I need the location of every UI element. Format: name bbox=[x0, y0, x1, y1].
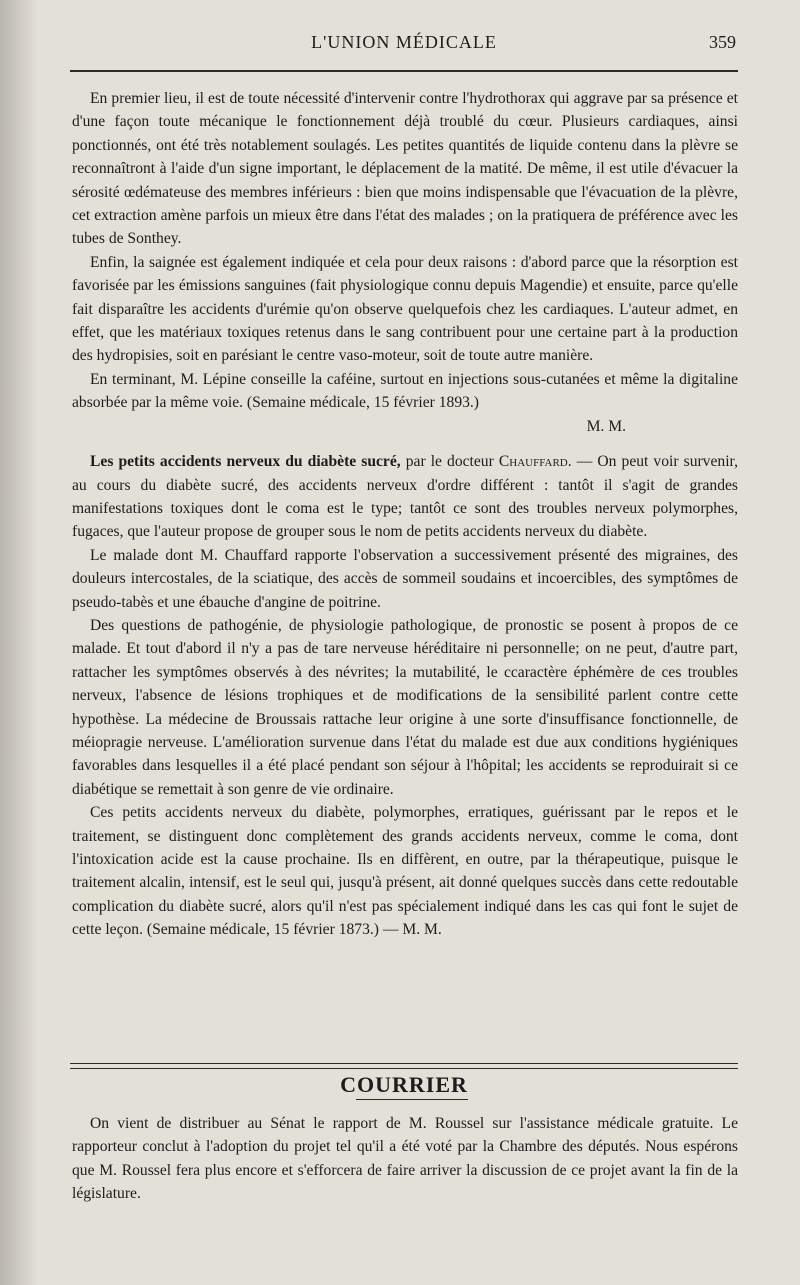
title-underline bbox=[356, 1099, 468, 1100]
paragraph: Des questions de pathogénie, de physiologie pathologique, de pronostic se posent à propos de ce malade. Et tout d'abord il n'y a pas de tare nerveuse héréditaire ni personnelle; on ne peut, d'autre part, rattacher les symptômes observés à des névrites; la mutabilité, le ccaractère éphémère de ces troubles nerveux, l'absence de lésions trophiques et de modifications de la sensibilité parlent contre cette hypothèse. La médecine de Broussais rattache leur origine à une sorte d'insuffisance fonctionnelle, de méiopragie nerveuse. L'amélioration survenue dans l'état du malade est due aux conditions hygiéniques favorables dans lesquelles il a été placé pendant son séjour à l'hôpital; les accidents se reproduirait si ce diabétique se remettait à son genre de vie ordinaire. bbox=[72, 616, 738, 798]
paragraph: Enfin, la saignée est également indiquée et cela pour deux raisons : d'abord parce que la résorption est favorisée par les émissions sanguines (fait physiologique connu depuis Magendie) et ensuite, parce qu'elle fait disparaître les accidents d'urémie qu'on observe quelquefois chez les cardiaques. L'auteur admet, en effet, que les matériaux toxiques retenus dans le sang contribuent pour une certaine part à la production des hydropisies, soit en parésiant le centre vaso-moteur, soit de toute autre manière. bbox=[72, 253, 738, 365]
paragraph: En premier lieu, il est de toute nécessité d'intervenir contre l'hydrothorax qui aggrave par sa présence et d'une façon toute mécanique le fonctionnement déjà troublé du cœur. Plusieurs cardiaques, ainsi ponctionnés, ont été très notablement soulagés. Les petites quantités de liquide contenu dans la plèvre se reconnaîtront à l'aide d'un signe important, le déplacement de la matité. De même, il est utile d'évacuer la sérosité œdémateuse des membres inférieurs : bien que moins indispensable que l'évacuation de la plèvre, cet extraction amène parfois un mieux être dans l'état des malades ; on la pratiquera de préférence avec les tubes de Sonthey. bbox=[72, 90, 738, 248]
binding-shadow bbox=[0, 0, 38, 1285]
article-run-in-title: Les petits accidents nerveux du diabète sucré, bbox=[90, 453, 401, 471]
signature: M. M. bbox=[586, 417, 626, 435]
author-name: Chauffard. bbox=[498, 453, 572, 471]
article-lead-paragraph bbox=[72, 450, 738, 544]
page-number: 359 bbox=[709, 32, 736, 52]
section-divider bbox=[70, 1063, 738, 1069]
paragraph: On vient de distribuer au Sénat le rapport de M. Roussel sur l'assistance médicale gratuite. Le rapporteur conclut à l'adoption du projet tel qu'il a été voté par la Chambre des députés. Nous espérons que M. Roussel fera plus encore et s'efforcera de faire arriver la discussion de ce projet avant la fin de la législature. bbox=[72, 1115, 738, 1203]
running-head: L'UNION MÉDICALE bbox=[311, 32, 497, 52]
courrier-body bbox=[72, 1112, 738, 1206]
paragraph: Le malade dont M. Chauffard rapporte l'observation a successivement présenté des migraines, des douleurs intercostales, de la sciatique, des accès de sommeil soudains et incoercibles, des symptômes de pseudo-tabès et une ébauche d'angine de poitrine. bbox=[72, 546, 738, 611]
article-body bbox=[72, 87, 738, 942]
lead-text: — On peut voir survenir, au cours du diabète sucré, des accidents nerveux d'ordre différent : tantôt il s'agit de grandes manifestations toxiques dont le coma est le type; tantôt ce sont des troubles nerveux polymorphes, fugaces, que l'auteur propose de grouper sous le nom de petits accidents nerveux du diabète. bbox=[72, 453, 738, 541]
paragraph: Ces petits accidents nerveux du diabète, polymorphes, erratiques, guérissant par le repos et le traitement, se distinguent donc complètement des grands accidents nerveux, comme le coma, dont l'intoxication acide est la cause prochaine. Ils en diffèrent, en outre, par la thérapeutique, puisque le traitement alcalin, intensif, est le seul qui, jusqu'à présent, ait donné quelques succès dans cette redoutable complication du diabète sucré, alors qu'il n'est pas spécialement indiqué dans les cas qui font le sujet de cette leçon. (Semaine médicale, 15 février 1873.) — M. M. bbox=[72, 804, 738, 939]
paragraph: En terminant, M. Lépine conseille la caféine, surtout en injections sous-cutanées et même la digitaline absorbée par la même voie. (Semaine médicale, 15 février 1893.) bbox=[72, 370, 738, 412]
page-header bbox=[70, 32, 738, 62]
byline-prefix: par le docteur bbox=[400, 453, 499, 471]
header-rule bbox=[70, 70, 738, 72]
section-title: COURRIER bbox=[340, 1072, 468, 1097]
